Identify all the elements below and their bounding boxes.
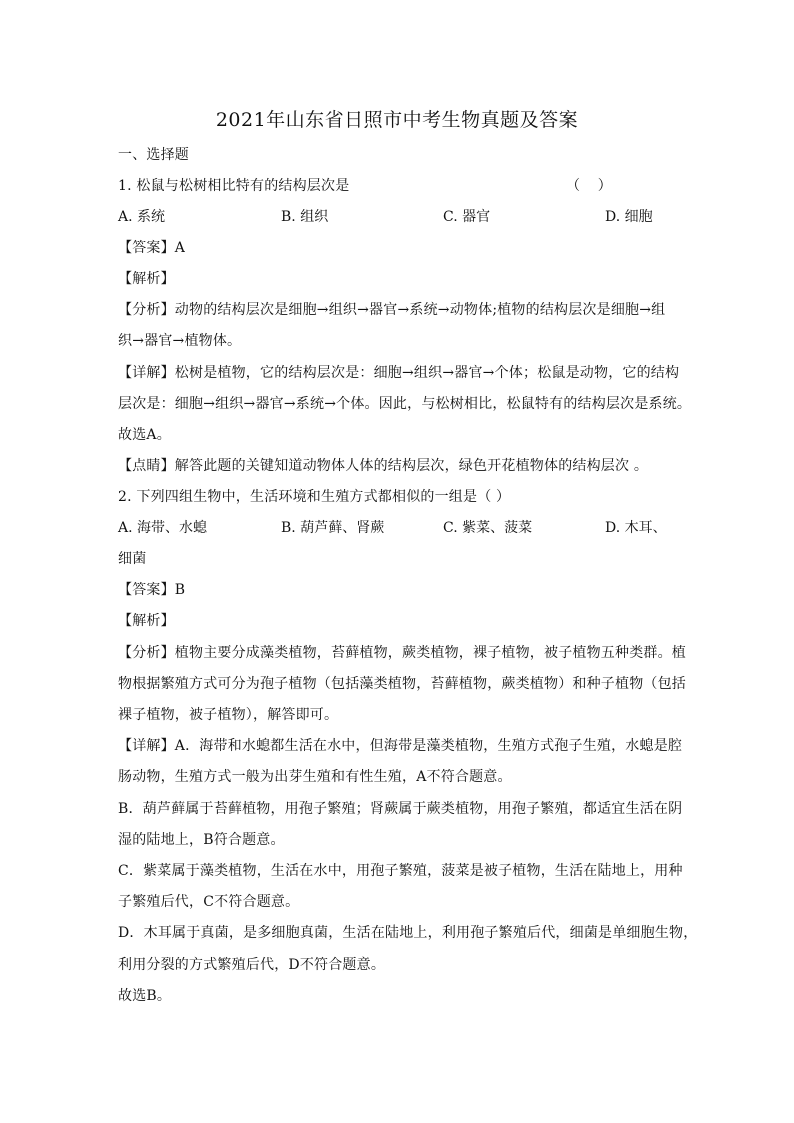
question-1-option-b: B. 组织	[281, 209, 329, 225]
question-2-option-b-explanation-line-1: B．葫芦藓属于苔藓植物，用孢子繁殖；肾蕨属于蕨类植物，用孢子繁殖，都适宜生活在阴	[118, 801, 683, 817]
question-2-option-b: B. 葫芦藓、肾蕨	[281, 520, 385, 536]
question-2-conclusion: 故选B。	[118, 988, 172, 1004]
question-2-analysis-line-3: 裸子植物，被子植物），解答即可。	[118, 707, 339, 723]
question-2-option-d-continued: 细菌	[118, 551, 147, 567]
question-1-blank: （ ）	[566, 178, 612, 194]
question-1-detail-line-2: 层次是：细胞→组织→器官→系统→个体。因此，与松树相比，松鼠特有的结构层次是系统。	[118, 396, 692, 412]
question-2-analysis-line-2: 物根据繁殖方式可分为孢子植物（包括藻类植物，苔藓植物，蕨类植物）和种子植物（包括	[118, 676, 686, 692]
question-1-option-a: A. 系统	[118, 209, 166, 225]
question-2-option-d-explanation-line-2: 利用分裂的方式繁殖后代，D不符合题意。	[118, 957, 386, 973]
question-1-option-d: D. 细胞	[605, 209, 653, 225]
question-1-analysis-line-2: 织→器官→植物体。	[118, 333, 242, 349]
question-1-text: 1. 松鼠与松树相比特有的结构层次是	[118, 178, 350, 194]
question-1-key-point: 【点睛】解答此题的关键知道动物体人体的结构层次，绿色开花植物体的结构层次 。	[118, 458, 649, 474]
section-heading: 一、选择题	[118, 147, 189, 163]
question-2-option-c-explanation-line-1: C．紫菜属于藻类植物，生活在水中，用孢子繁殖，菠菜是被子植物，生活在陆地上，用种	[118, 863, 683, 879]
question-2-option-c: C. 紫菜、菠菜	[443, 520, 533, 536]
question-2-option-c-explanation-line-2: 子繁殖后代，C不符合题意。	[118, 894, 300, 910]
question-2-analysis-line-1: 【分析】植物主要分成藻类植物，苔藓植物，蕨类植物，裸子植物，被子植物五种类群。植	[118, 645, 686, 661]
question-1-detail-line-1: 【详解】松树是植物，它的结构层次是：细胞→组织→器官→个体；松鼠是动物，它的结构	[118, 365, 680, 381]
question-2-stem: 2. 下列四组生物中，生活环境和生殖方式都相似的一组是（ ）	[118, 489, 511, 505]
page-title: 2021年山东省日照市中考生物真题及答案	[215, 109, 579, 131]
question-2-explanation-label: 【解析】	[118, 613, 175, 629]
question-1-explanation-label: 【解析】	[118, 271, 175, 287]
question-2-option-a: A. 海带、水螅	[118, 520, 208, 536]
question-1-analysis-line-1: 【分析】动物的结构层次是细胞→组织→器官→系统→动物体;植物的结构层次是细胞→组	[118, 302, 666, 318]
question-2-option-d: D. 木耳、	[605, 520, 667, 536]
question-2-detail-line-2: 肠动物，生殖方式一般为出芽生殖和有性生殖，A不符合题意。	[118, 769, 512, 785]
question-1-answer: 【答案】A	[118, 240, 186, 256]
question-2-option-d-explanation-line-1: D．木耳属于真菌，是多细胞真菌，生活在陆地上，利用孢子繁殖后代，细菌是单细胞生物，	[118, 925, 698, 941]
question-2-answer: 【答案】B	[118, 582, 186, 598]
question-2-detail-line-1: 【详解】A．海带和水螅都生活在水中，但海带是藻类植物，生殖方式孢子生殖，水螅是腔	[118, 738, 683, 754]
question-2-option-b-explanation-line-2: 湿的陆地上，B符合题意。	[118, 832, 285, 848]
question-1-option-c: C. 器官	[443, 209, 491, 225]
question-1-detail-line-3: 故选A。	[118, 427, 171, 443]
